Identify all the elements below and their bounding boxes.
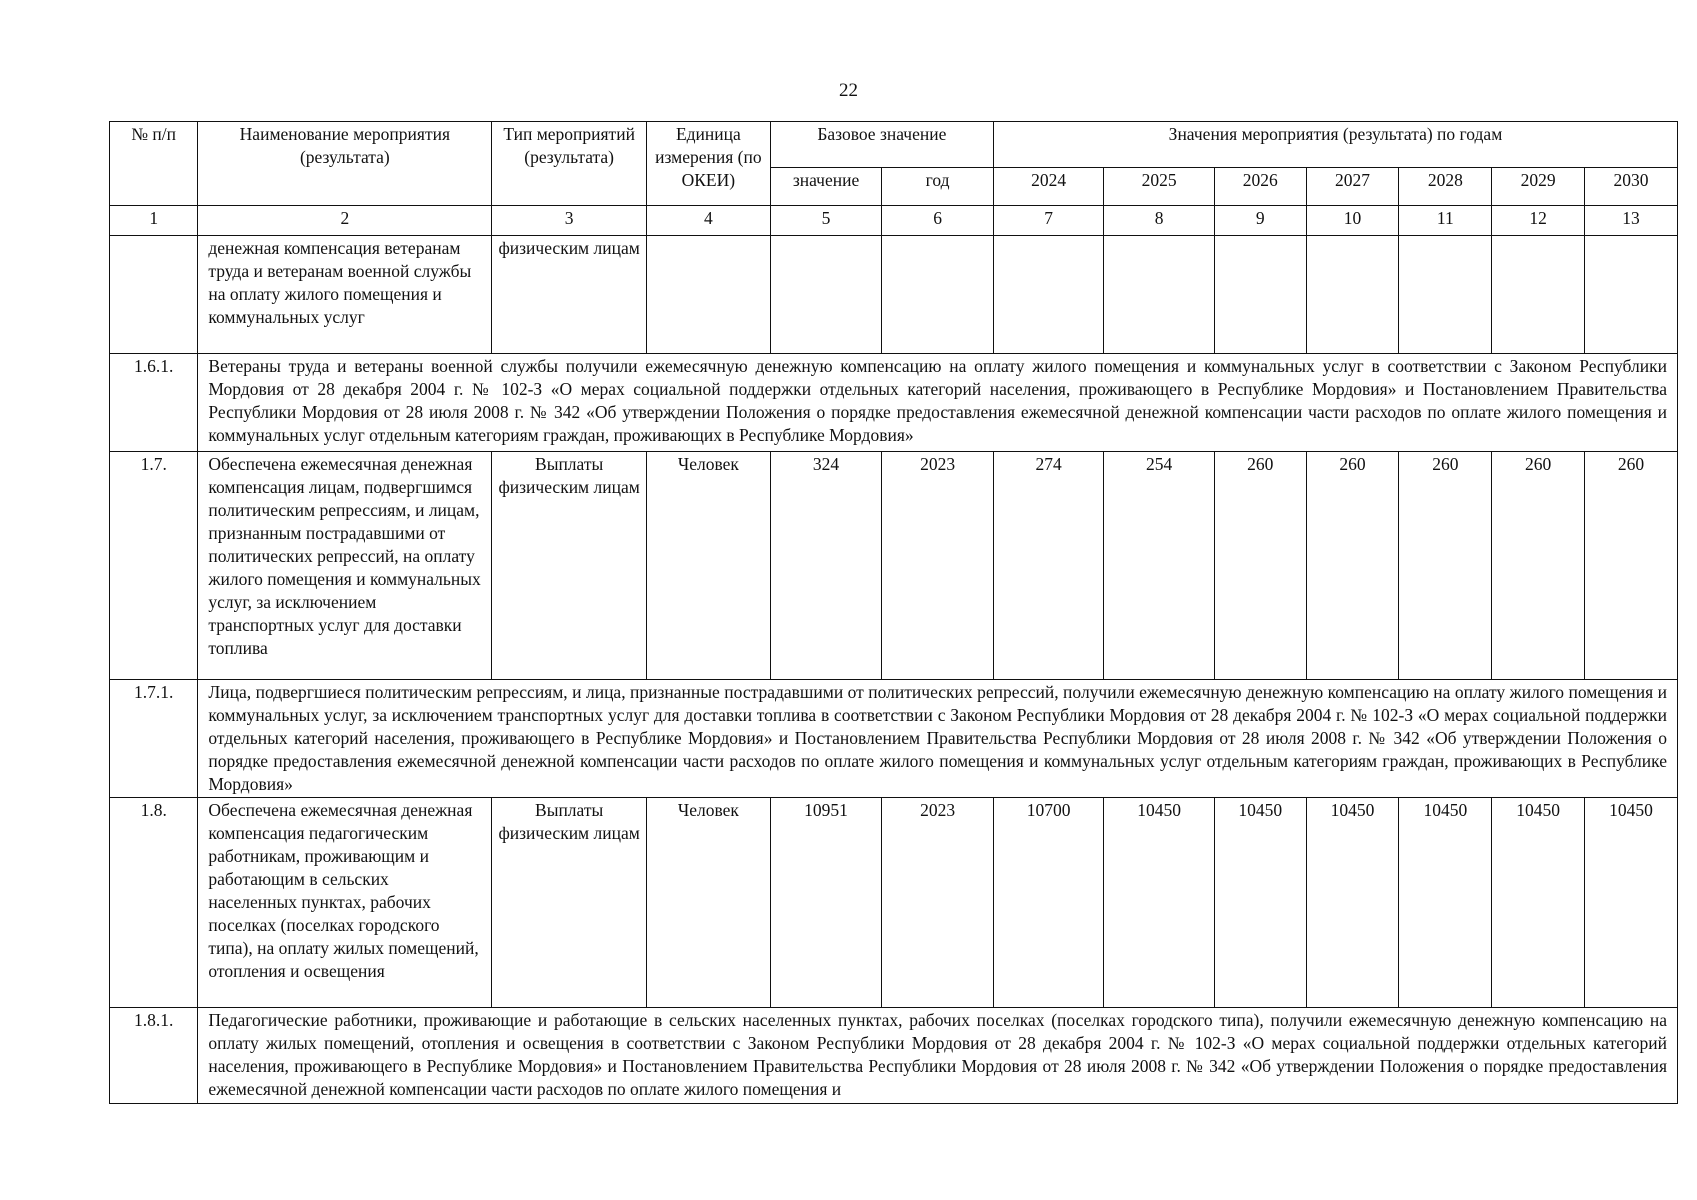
row-text: Педагогические работники, проживающие и работающие в сельских населенных пунктах, рабочих поселках (поселках городского типа), получили ежемесячную денежную компенсацию на оплату жилых помещений, отопления и освещения в соответствии с Законом Республики Мордовия от 28 декабря 2004 г. № 102-З «О мерах социальной поддержки отдельных категорий населения, проживающего в Республике Мордовия» и Постановлением Правительства Республики Мордовия от 28 июля 2008 г. № 342 «Об утверждении Положения о порядке предоставления ежемесячной денежной компенсации части расходов по оплате жилого помещения и	[198, 1008, 1678, 1104]
row-type: физическим лицам	[492, 236, 647, 354]
row-value: 10450	[1399, 798, 1492, 1008]
row-type: Выплаты физическим лицам	[492, 798, 647, 1008]
column-number: 6	[882, 206, 994, 236]
column-number: 4	[646, 206, 770, 236]
header-num: № п/п	[110, 122, 198, 206]
row-value: 10450	[1585, 798, 1678, 1008]
header-unit: Единица измерения (по ОКЕИ)	[646, 122, 770, 206]
row-value: 260	[1399, 452, 1492, 680]
row-num: 1.7.1.	[110, 680, 198, 798]
row-text: Ветераны труда и ветераны военной службы получили ежемесячную денежную компенсацию на оплату жилого помещения и коммунальных услуг в соответствии с Законом Республики Мордовия от 28 декабря 2004 г. № 102-З «О мерах социальной поддержки отдельных категорий населения, проживающего в Республике Мордовия» и Постановлением Правительства Республики Мордовия от 28 июля 2008 г. № 342 «Об утверждении Положения о порядке предоставления ежемесячной денежной компенсации части расходов по оплате жилого помещения и коммунальных услуг отдельным категориям граждан, проживающих в Республике Мордовия»	[198, 354, 1678, 452]
row-value: 10700	[993, 798, 1103, 1008]
row-unit: Человек	[646, 798, 770, 1008]
row-value	[1104, 236, 1214, 354]
row-base-value: 324	[770, 452, 882, 680]
row-base-year	[882, 236, 994, 354]
row-value	[1399, 236, 1492, 354]
header-year: 2028	[1399, 168, 1492, 206]
header-year: 2029	[1492, 168, 1585, 206]
row-value: 260	[1214, 452, 1306, 680]
row-text: Лица, подвергшиеся политическим репрессиям, и лица, признанные пострадавшими от политических репрессий, получили ежемесячную денежную компенсацию на оплату жилого помещения и коммунальных услуг, за исключением транспортных услуг для доставки топлива в соответствии с Законом Республики Мордовия от 28 декабря 2004 г. № 102-З «О мерах социальной поддержки отдельных категорий населения, проживающего в Республике Мордовия» и Постановлением Правительства Республики Мордовия от 28 июля 2008 г. № 342 «Об утверждении Положения о порядке предоставления ежемесячной денежной компенсации части расходов по оплате жилого помещения и коммунальных услуг отдельным категориям граждан, проживающих в Республике Мордовия»	[198, 680, 1678, 798]
header-base-value: значение	[770, 168, 882, 206]
row-name: Обеспечена ежемесячная денежная компенсация педагогическим работникам, проживающим и работающим в сельских населенных пунктах, рабочих поселках (поселках городского типа), на оплату жилых помещений, отопления и освещения	[198, 798, 492, 1008]
header-year: 2026	[1214, 168, 1306, 206]
column-number: 5	[770, 206, 882, 236]
column-number: 2	[198, 206, 492, 236]
row-value: 260	[1585, 452, 1678, 680]
row-value	[1214, 236, 1306, 354]
row-name: Обеспечена ежемесячная денежная компенсация лицам, подвергшимся политическим репрессиям, и лицам, признанным пострадавшими от политических репрессий, на оплату жилого помещения и коммунальных услуг, за исключением транспортных услуг для доставки топлива	[198, 452, 492, 680]
header-year: 2025	[1104, 168, 1214, 206]
column-number: 12	[1492, 206, 1585, 236]
table-row	[110, 452, 1678, 680]
header-type: Тип мероприятий (результата)	[492, 122, 647, 206]
row-base-year: 2023	[882, 798, 994, 1008]
column-number: 7	[993, 206, 1103, 236]
row-value: 10450	[1214, 798, 1306, 1008]
header-years-title: Значения мероприятия (результата) по годам	[993, 122, 1677, 168]
row-value: 10450	[1104, 798, 1214, 1008]
row-base-value: 10951	[770, 798, 882, 1008]
row-num: 1.6.1.	[110, 354, 198, 452]
table-row	[110, 1008, 1678, 1104]
column-number: 9	[1214, 206, 1306, 236]
row-value	[993, 236, 1103, 354]
row-value: 254	[1104, 452, 1214, 680]
row-unit	[646, 236, 770, 354]
page-number: 22	[839, 80, 858, 101]
row-num: 1.7.	[110, 452, 198, 680]
row-base-year: 2023	[882, 452, 994, 680]
column-number: 3	[492, 206, 647, 236]
row-num	[110, 236, 198, 354]
row-value	[1585, 236, 1678, 354]
header-year: 2027	[1306, 168, 1399, 206]
row-num: 1.8.1.	[110, 1008, 198, 1104]
row-value: 260	[1492, 452, 1585, 680]
row-value	[1306, 236, 1399, 354]
header-base-year: год	[882, 168, 994, 206]
column-numbers-row	[110, 206, 1678, 236]
table-row	[110, 680, 1678, 798]
measures-table	[109, 121, 1678, 1104]
column-number: 13	[1585, 206, 1678, 236]
row-value: 260	[1306, 452, 1399, 680]
row-num: 1.8.	[110, 798, 198, 1008]
header-year: 2024	[993, 168, 1103, 206]
row-value	[1492, 236, 1585, 354]
table-row	[110, 236, 1678, 354]
header-year: 2030	[1585, 168, 1678, 206]
row-value: 274	[993, 452, 1103, 680]
row-value: 10450	[1492, 798, 1585, 1008]
column-number: 1	[110, 206, 198, 236]
column-number: 10	[1306, 206, 1399, 236]
column-number: 11	[1399, 206, 1492, 236]
row-unit: Человек	[646, 452, 770, 680]
column-number: 8	[1104, 206, 1214, 236]
header-name: Наименование мероприятия (результата)	[198, 122, 492, 206]
table-row	[110, 354, 1678, 452]
row-value: 10450	[1306, 798, 1399, 1008]
table-row	[110, 798, 1678, 1008]
row-base-value	[770, 236, 882, 354]
header-row	[110, 122, 1678, 168]
row-type: Выплаты физическим лицам	[492, 452, 647, 680]
header-base: Базовое значение	[770, 122, 993, 168]
row-name: денежная компенсация ветеранам труда и ветеранам военной службы на оплату жилого помещения и коммунальных услуг	[198, 236, 492, 354]
